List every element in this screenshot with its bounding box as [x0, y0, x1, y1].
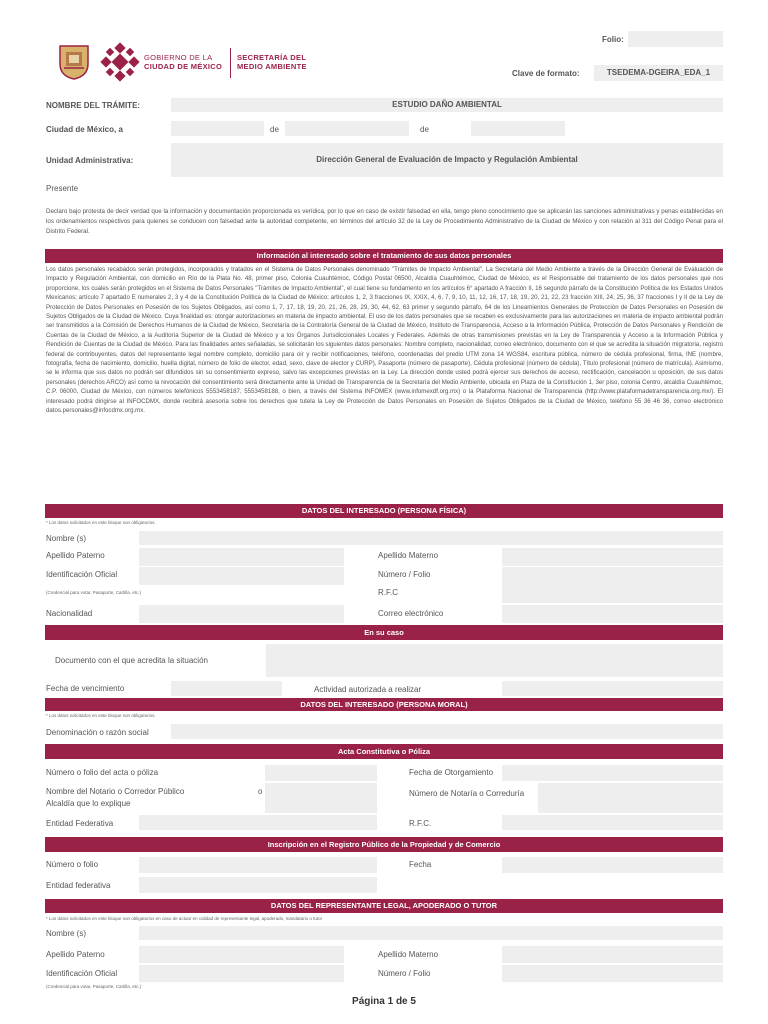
fisica-ap-paterno-label: Apellido Paterno [46, 551, 105, 560]
fisica-title: DATOS DEL INTERESADO (PERSONA FÍSICA) [45, 504, 723, 518]
moral-title: DATOS DEL INTERESADO (PERSONA MORAL) [45, 698, 723, 711]
acta-entidad-field[interactable] [139, 815, 377, 830]
registro-entidad-field[interactable] [139, 877, 377, 893]
moral-note: * Los datos solicitados en este bloque son obligatorios. [46, 713, 156, 718]
tramite-label: NOMBRE DEL TRÁMITE: [46, 101, 141, 110]
fisica-correo-label: Correo electrónico [378, 609, 444, 618]
de-label-1: de [270, 125, 279, 134]
fecha-otorgamiento-label: Fecha de Otorgamiento [409, 768, 494, 777]
fisica-note: * Los datos solicitados en este bloque son obligatorios. [46, 520, 156, 525]
representante-note: * Los datos solicitados en este bloque son obligatorios en caso de actuar en calidad de representante legal, apoderado, mandatario o tutor [46, 916, 323, 921]
acta-numero-field[interactable] [265, 765, 377, 781]
declaro-text: Declaro bajo protesta de decir verdad que la información y documentación proporcionada es verídica, por lo que en caso de existir falsedad en ella, tengo pleno conocimiento que se aplicarán las sanciones administrativas y penas establecidas en los ordenamientos respectivos para quienes se conducen con falsedad ante la autoridad competente, en términos del artículo 32 de la Ley de Procedimiento Administrativo de la Ciudad de México y con relación al 311 del Código Penal para el Distrito Federal. [46, 208, 723, 236]
vencimiento-label: Fecha de vencimiento [46, 684, 125, 693]
documento-field[interactable] [266, 644, 723, 677]
gov-name [144, 53, 222, 71]
ciudad-label: Ciudad de México, a [46, 125, 123, 134]
numero-notaria-field[interactable] [538, 783, 723, 813]
logo-divider [230, 48, 231, 78]
fisica-correo-field[interactable] [502, 605, 723, 623]
registro-numero-field[interactable] [139, 857, 377, 873]
rep-numero-folio-label: Número / Folio [378, 969, 431, 978]
representante-title: DATOS DEL REPRESENTANTE LEGAL, APODERADO O TUTOR [45, 899, 723, 913]
fisica-nombre-field[interactable] [139, 531, 723, 545]
rep-ap-materno-field[interactable] [502, 946, 723, 963]
rep-ap-paterno-label: Apellido Paterno [46, 950, 105, 959]
clave-label: Clave de formato: [512, 69, 580, 78]
privacy-title: Información al interesado sobre el tratamiento de sus datos personales [45, 249, 723, 263]
fisica-ident-note: (Credencial para votar, Pasaporte, Cartilla, etc.) [46, 590, 142, 595]
rep-ident-note: (Credencial para votar, Pasaporte, Cartilla, etc.) [46, 984, 142, 989]
acta-numero-label: Número o folio del acta o póliza [46, 768, 159, 777]
fisica-nacionalidad-field[interactable] [139, 605, 344, 623]
de-label-2: de [420, 125, 429, 134]
month-field[interactable] [285, 121, 409, 136]
registro-title: Inscripción en el Registro Público de la Propiedad y de Comercio [45, 837, 723, 852]
registro-entidad-label: Entidad federativa [46, 881, 111, 890]
day-field[interactable] [171, 121, 264, 136]
registro-fecha-field[interactable] [502, 857, 723, 873]
unidad-value: Dirección General de Evaluación de Impacto y Regulación Ambiental [171, 143, 723, 177]
cdmx-shield-logo [58, 44, 90, 80]
acta-rfc-label: R.F.C. [409, 819, 432, 828]
clave-value: TSEDEMA-DGEIRA_EDA_1 [594, 65, 723, 81]
folio-field[interactable] [628, 31, 723, 47]
fisica-nacionalidad-label: Nacionalidad [46, 609, 93, 618]
fisica-rfc-field[interactable] [502, 585, 723, 603]
fisica-rfc-label: R.F.C [378, 588, 398, 597]
secretaria-line2: MEDIO AMBIENTE [237, 62, 307, 71]
fisica-ap-materno-field[interactable] [502, 548, 723, 566]
fisica-ap-paterno-field[interactable] [139, 548, 344, 566]
tramite-value: ESTUDIO DAÑO AMBIENTAL [171, 98, 723, 112]
notario-label-line1: Nombre del Notario o Corredor Público [46, 787, 185, 796]
privacy-text: Los datos personales recabados serán protegidos, incorporados y tratados en el Sistema de Datos Personales denominado "Trámites de Impacto Ambiental". La Secretaría del Medio Ambiente a través de la Dirección General de Evaluación de Impacto y Regulación Ambiental, con domicilio en Río de la Plata No. 48, primer piso, Colonia Cuauhtémoc, Código Postal 06500, Alcaldía Cuauhtémoc, Ciudad de México, es el Responsable del tratamiento de los datos personales que nos proporcione, los cuales serán protegidos en el Sistema de Datos Personales "Trámites de Impacto Ambiental", el cual tiene su fundamento en los artículos 6° apartado A fracción II, 16 segundo párrafo de la Constitución Política de los Estados Unidos Mexicanos; artículo 7 apartado E numerales 2, 3 y 4 de la Constitución Política de la Ciudad de México; artículos 1, 2, 3 fracciones IX, XXIX, 4, 6, 7, 9, 10, 11, 12, 16, 17, 18, 19, 20, 21, 22, 23 fracción XIII, 24, 25, 36, 37 fracciones I y II de la Ley de Protección de Datos Personales en Posesión de los Sujetos Obligados, así como 1, 7, 17, 18, 19, 20, 21, 26, 28, 29, 30, 44, 62, 63 primer y segundo párrafo, 64 de los Lineamientos Generales de Protección de Datos Personales en Posesión de Sujetos Obligados de la Ciudad de México. Cuya finalidad es: otorgar autorizaciones en materia de impacto ambiental. El uso de los datos personales que se recaben es exclusivamente para las autorizaciones en materia de impacto ambiental podrán ser transmitidos a la Comisión de Derechos Humanos de la Ciudad de México, Secretaría de la Contraloría General de la Ciudad de México, Instituto de Transparencia, Acceso a la Información Pública, Protección de Datos Personales y Rendición de Cuentas de la Ciudad de México, a la Auditoría Superior de la Ciudad de México y a los Órganos Jurisdiccionales Locales y Federales. Además de otras transmisiones previstas en la Ley de Transparencia y Acceso a la Información Pública y Rendición de Cuentas de la Ciudad de México. Para las finalidades antes señaladas, se solicitarán los siguientes datos personales: Nombre completo, nacionalidad, correo electrónico, documento con el que se acredita la situación migratoria, registro federal de contribuyentes, datos del representante legal nombre completo, domicilio para oír y recibir notificaciones, teléfono, coordenadas del predio UTM zona 14 WGS84, escritura pública, número de cédula profesional, firma, INE (nombre, fotografía, fecha de nacimiento, domicilio, huella digital, número de folio de elector, edad, sexo, clave de elector y CURP), Pasaporte (número de pasaporte), Cédula profesional (número de cédula), Título profesional (número de matrícula). Asimismo, se le informa que sus datos no podrán ser difundidos sin su consentimiento expreso, salvo las excepciones previstas en la Ley. La dirección donde usted podrá ejercer sus derechos de acceso, rectificación, cancelación u oposición, de sus datos personales (derechos ARCO) así como la revocación del consentimiento será directamente ante la Unidad de Transparencia de la Secretaría del Medio Ambiente, ubicada en Plaza de la Constitución 1, 3er piso, colonia Centro, alcaldía Cuauhtémoc, C.P. 06000, Ciudad de México, con números telefónicos 5553458187, 5553458188, o bien, a través del Sistema INFOMEX (www.infomexdf.org.mx) o la Plataforma Nacional de Transparencia (http://www.plataformadetransparencia.org.mx/). El interesado podrá dirigirse al INFOCDMX, donde recibirá asesoría sobre los derechos que tutela la Ley de Protección de Datos Personales en Posesión de Sujetos Obligados de la Ciudad de México, teléfono 55 36 46 36, correo electrónico datos.personales@infocdmx.org.mx. [46, 266, 723, 415]
gov-name-line1: GOBIERNO DE LA [144, 53, 213, 62]
secretaria-line1: SECRETARÍA DEL [237, 53, 307, 62]
acta-rfc-field[interactable] [502, 815, 723, 830]
cdmx-emblem-logo [100, 42, 140, 82]
notario-o: o [258, 787, 263, 796]
rep-numero-folio-field[interactable] [502, 965, 723, 982]
fisica-ap-materno-label: Apellido Materno [378, 551, 439, 560]
vencimiento-field[interactable] [171, 681, 282, 696]
fisica-numero-folio-field[interactable] [502, 567, 723, 585]
rep-ap-paterno-field[interactable] [139, 946, 344, 963]
fisica-identificacion-field[interactable] [139, 567, 344, 585]
notario-field[interactable] [265, 783, 377, 813]
fecha-otorgamiento-field[interactable] [502, 765, 723, 781]
actividad-field[interactable] [502, 681, 723, 696]
rep-nombre-field[interactable] [139, 926, 723, 940]
fisica-nombre-label: Nombre (s) [46, 534, 87, 543]
actividad-label: Actividad autorizada a realizar [314, 685, 422, 694]
acta-entidad-label: Entidad Federativa [46, 819, 114, 828]
year-field[interactable] [471, 121, 565, 136]
secretaria-name [237, 53, 307, 71]
unidad-label: Unidad Administrativa: [46, 156, 134, 165]
documento-label: Documento con el que acredita la situación [55, 656, 208, 665]
acta-title: Acta Constitutiva o Póliza [45, 744, 723, 759]
notario-label-line2: Alcaldía que lo explique [46, 799, 131, 808]
rep-identificacion-field[interactable] [139, 965, 344, 982]
registro-numero-label: Número o folio [46, 860, 99, 869]
fisica-identificacion-label: Identificación Oficial [46, 570, 118, 579]
rep-ap-materno-label: Apellido Materno [378, 950, 439, 959]
fisica-numero-folio-label: Número / Folio [378, 570, 431, 579]
numero-notaria-label: Número de Notaría o Correduría [409, 789, 525, 798]
page-number: Página 1 de 5 [352, 996, 416, 1007]
rep-nombre-label: Nombre (s) [46, 929, 87, 938]
gov-name-line2: CIUDAD DE MÉXICO [144, 62, 223, 71]
rep-identificacion-label: Identificación Oficial [46, 969, 118, 978]
folio-label: Folio: [602, 35, 624, 44]
denominacion-field[interactable] [171, 724, 723, 739]
en-su-caso-title: En su caso [45, 625, 723, 640]
registro-fecha-label: Fecha [409, 860, 432, 869]
denominacion-label: Denominación o razón social [46, 728, 149, 737]
presente-text: Presente [46, 184, 79, 193]
